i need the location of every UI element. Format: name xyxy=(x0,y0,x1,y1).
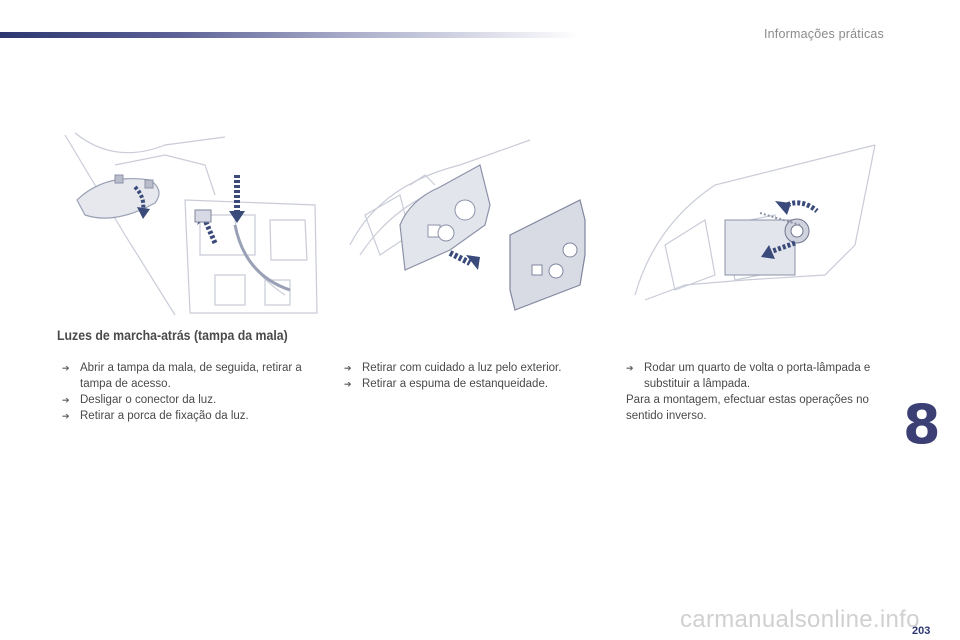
illustration-trunk-lid-access xyxy=(55,125,325,320)
instruction-text: Rodar um quarto de volta o porta-lâmpada e substituir a lâmpada. xyxy=(644,362,871,390)
illustration-light-removal xyxy=(340,125,600,320)
instruction-text: Retirar a porca de fixação da luz. xyxy=(80,410,249,422)
instruction-item xyxy=(62,392,317,408)
bullet-arrow-icon: ➔ xyxy=(62,395,70,405)
instruction-item xyxy=(62,408,317,424)
instruction-text: Retirar com cuidado a luz pelo exterior. xyxy=(362,362,562,374)
chapter-number: 8 xyxy=(903,393,941,456)
chapter-title: Informações práticas xyxy=(763,27,884,41)
instruction-item xyxy=(344,376,594,392)
instruction-text: Abrir a tampa da mala, de seguida, retirar a tampa de acesso. xyxy=(80,362,302,390)
instruction-text: Retirar a espuma de estanqueidade. xyxy=(362,378,549,390)
bullet-arrow-icon: ➔ xyxy=(62,411,70,421)
page-number: 203 xyxy=(912,625,931,637)
instructions-column-1 xyxy=(62,360,317,424)
bullet-arrow-icon: ➔ xyxy=(62,363,70,373)
section-heading: Luzes de marcha-atrás (tampa da mala) xyxy=(57,327,288,343)
instructions-column-2 xyxy=(344,360,594,392)
bullet-arrow-icon: ➔ xyxy=(344,379,352,389)
instruction-item xyxy=(626,360,896,392)
bullet-arrow-icon: ➔ xyxy=(626,363,634,373)
reassembly-note: Para a montagem, efectuar estas operações no sentido inverso. xyxy=(626,394,869,422)
instruction-item xyxy=(62,360,317,392)
header-gradient-bar xyxy=(0,32,580,38)
bullet-arrow-icon: ➔ xyxy=(344,363,352,373)
instruction-item xyxy=(344,360,594,376)
illustration-bulb-holder xyxy=(625,125,885,320)
instructions-column-3 xyxy=(626,360,896,424)
watermark: carmanualsonline.info xyxy=(680,606,920,633)
instruction-text: Desligar o conector da luz. xyxy=(80,394,217,406)
